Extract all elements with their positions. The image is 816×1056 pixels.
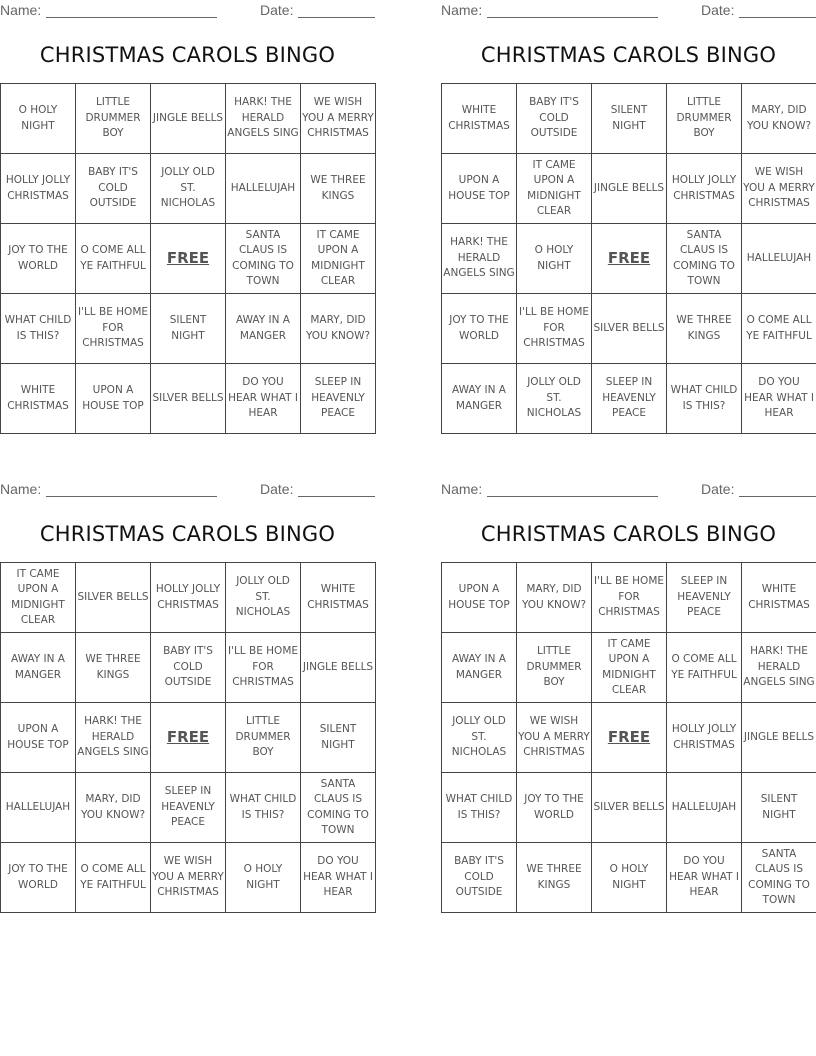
- bingo-cell[interactable]: WHITE CHRISTMAS: [1, 364, 76, 434]
- card-title: CHRISTMAS CAROLS BINGO: [480, 522, 777, 546]
- bingo-cell[interactable]: WHAT CHILD IS THIS?: [667, 364, 742, 434]
- bingo-cell[interactable]: I'LL BE HOME FOR CHRISTMAS: [76, 294, 151, 364]
- date-blank-line[interactable]: [739, 17, 816, 18]
- bingo-cell[interactable]: AWAY IN A MANGER: [442, 364, 517, 434]
- bingo-cell[interactable]: UPON A HOUSE TOP: [442, 154, 517, 224]
- bingo-grid: [0, 83, 376, 434]
- bingo-cell[interactable]: SILENT NIGHT: [742, 773, 816, 843]
- date-label: Date:: [260, 481, 294, 497]
- bingo-cell[interactable]: O COME ALL YE FAITHFUL: [742, 294, 816, 364]
- bingo-cell[interactable]: WE WISH YOU A MERRY CHRISTMAS: [301, 84, 376, 154]
- bingo-cell[interactable]: JOY TO THE WORLD: [1, 843, 76, 913]
- date-blank-line[interactable]: [298, 496, 375, 497]
- name-label: Name:: [441, 2, 483, 18]
- bingo-cell[interactable]: I'LL BE HOME FOR CHRISTMAS: [226, 633, 301, 703]
- bingo-row: [1, 154, 376, 224]
- bingo-cell[interactable]: WHAT CHILD IS THIS?: [226, 773, 301, 843]
- bingo-cell[interactable]: HARK! THE HERALD ANGELS SING: [742, 633, 816, 703]
- date-label: Date:: [701, 2, 735, 18]
- bingo-row: [1, 294, 376, 364]
- bingo-cell[interactable]: IT CAME UPON A MIDNIGHT CLEAR: [517, 154, 592, 224]
- bingo-cell[interactable]: SLEEP IN HEAVENLY PEACE: [151, 773, 226, 843]
- bingo-cell[interactable]: SANTA CLAUS IS COMING TO TOWN: [667, 224, 742, 294]
- free-space[interactable]: FREE: [151, 224, 226, 294]
- date-label: Date:: [701, 481, 735, 497]
- name-blank-line[interactable]: [487, 496, 658, 497]
- free-space[interactable]: FREE: [592, 703, 667, 773]
- bingo-cell[interactable]: WE THREE KINGS: [301, 154, 376, 224]
- name-blank-line[interactable]: [46, 496, 217, 497]
- bingo-cell[interactable]: HALLELUJAH: [742, 224, 816, 294]
- bingo-row: [1, 84, 376, 154]
- bingo-row: [1, 224, 376, 294]
- bingo-cell[interactable]: MARY, DID YOU KNOW?: [742, 84, 816, 154]
- bingo-cell[interactable]: HOLLY JOLLY CHRISTMAS: [667, 154, 742, 224]
- bingo-cell[interactable]: BABY IT'S COLD OUTSIDE: [76, 154, 151, 224]
- bingo-cell[interactable]: UPON A HOUSE TOP: [442, 563, 517, 633]
- bingo-cell[interactable]: MARY, DID YOU KNOW?: [76, 773, 151, 843]
- bingo-cell[interactable]: O HOLY NIGHT: [1, 84, 76, 154]
- bingo-cell[interactable]: MARY, DID YOU KNOW?: [517, 563, 592, 633]
- bingo-cell[interactable]: JINGLE BELLS: [742, 703, 816, 773]
- card-title: CHRISTMAS CAROLS BINGO: [39, 522, 336, 546]
- card-header: [0, 479, 375, 501]
- bingo-cell[interactable]: JOY TO THE WORLD: [1, 224, 76, 294]
- bingo-cell[interactable]: WE WISH YOU A MERRY CHRISTMAS: [517, 703, 592, 773]
- bingo-cell[interactable]: JINGLE BELLS: [592, 154, 667, 224]
- card-header: [0, 0, 375, 22]
- bingo-cell[interactable]: WE THREE KINGS: [517, 843, 592, 913]
- bingo-row: [442, 843, 816, 913]
- bingo-cell[interactable]: WE WISH YOU A MERRY CHRISTMAS: [151, 843, 226, 913]
- bingo-cell[interactable]: AWAY IN A MANGER: [1, 633, 76, 703]
- name-blank-line[interactable]: [487, 17, 658, 18]
- bingo-cell[interactable]: O HOLY NIGHT: [226, 843, 301, 913]
- bingo-cell[interactable]: LITTLE DRUMMER BOY: [76, 84, 151, 154]
- bingo-cell[interactable]: SILVER BELLS: [151, 364, 226, 434]
- date-label: Date:: [260, 2, 294, 18]
- bingo-cell[interactable]: WE THREE KINGS: [76, 633, 151, 703]
- bingo-cell[interactable]: O COME ALL YE FAITHFUL: [76, 224, 151, 294]
- bingo-cell[interactable]: JOLLY OLD ST. NICHOLAS: [442, 703, 517, 773]
- bingo-cell[interactable]: UPON A HOUSE TOP: [76, 364, 151, 434]
- bingo-cell[interactable]: HOLLY JOLLY CHRISTMAS: [667, 703, 742, 773]
- bingo-cell[interactable]: O COME ALL YE FAITHFUL: [667, 633, 742, 703]
- bingo-cell[interactable]: SLEEP IN HEAVENLY PEACE: [667, 563, 742, 633]
- bingo-cell[interactable]: WHAT CHILD IS THIS?: [1, 294, 76, 364]
- bingo-cell[interactable]: WE WISH YOU A MERRY CHRISTMAS: [742, 154, 816, 224]
- bingo-cell[interactable]: WHITE CHRISTMAS: [442, 84, 517, 154]
- bingo-cell[interactable]: HALLELUJAH: [667, 773, 742, 843]
- bingo-row: [442, 84, 816, 154]
- name-label: Name:: [0, 2, 42, 18]
- bingo-cell[interactable]: SANTA CLAUS IS COMING TO TOWN: [742, 843, 816, 913]
- bingo-cell[interactable]: HARK! THE HERALD ANGELS SING: [76, 703, 151, 773]
- bingo-cell[interactable]: I'LL BE HOME FOR CHRISTMAS: [517, 294, 592, 364]
- bingo-row: [442, 364, 816, 434]
- bingo-cell[interactable]: HARK! THE HERALD ANGELS SING: [442, 224, 517, 294]
- free-space[interactable]: FREE: [151, 703, 226, 773]
- bingo-row: [1, 703, 376, 773]
- bingo-cell[interactable]: SILVER BELLS: [592, 294, 667, 364]
- bingo-cell[interactable]: O HOLY NIGHT: [517, 224, 592, 294]
- name-label: Name:: [0, 481, 42, 497]
- bingo-cell[interactable]: JOY TO THE WORLD: [442, 294, 517, 364]
- bingo-cell[interactable]: LITTLE DRUMMER BOY: [517, 633, 592, 703]
- bingo-cell[interactable]: WHAT CHILD IS THIS?: [442, 773, 517, 843]
- date-blank-line[interactable]: [298, 17, 375, 18]
- bingo-cell[interactable]: SILENT NIGHT: [301, 703, 376, 773]
- bingo-cell[interactable]: JOLLY OLD ST. NICHOLAS: [151, 154, 226, 224]
- bingo-cell[interactable]: LITTLE DRUMMER BOY: [226, 703, 301, 773]
- card-header: [441, 0, 816, 22]
- bingo-row: [442, 563, 816, 633]
- bingo-cell[interactable]: JOLLY OLD ST. NICHOLAS: [226, 563, 301, 633]
- bingo-cell[interactable]: O COME ALL YE FAITHFUL: [76, 843, 151, 913]
- bingo-card: [441, 479, 816, 913]
- bingo-cell[interactable]: DO YOU HEAR WHAT I HEAR: [301, 843, 376, 913]
- bingo-row: [1, 563, 376, 633]
- bingo-cell[interactable]: WHITE CHRISTMAS: [301, 563, 376, 633]
- bingo-cell[interactable]: HOLLY JOLLY CHRISTMAS: [1, 154, 76, 224]
- bingo-cell[interactable]: WHITE CHRISTMAS: [742, 563, 816, 633]
- bingo-cell[interactable]: SILENT NIGHT: [592, 84, 667, 154]
- bingo-cell[interactable]: I'LL BE HOME FOR CHRISTMAS: [592, 563, 667, 633]
- bingo-cell[interactable]: AWAY IN A MANGER: [442, 633, 517, 703]
- bingo-cell[interactable]: MARY, DID YOU KNOW?: [301, 294, 376, 364]
- bingo-cell[interactable]: BABY IT'S COLD OUTSIDE: [517, 84, 592, 154]
- bingo-grid: [0, 562, 376, 913]
- bingo-cell[interactable]: JINGLE BELLS: [151, 84, 226, 154]
- bingo-card: [441, 0, 816, 434]
- bingo-cell[interactable]: HOLLY JOLLY CHRISTMAS: [151, 563, 226, 633]
- bingo-row: [442, 633, 816, 703]
- bingo-row: [1, 633, 376, 703]
- bingo-row: [1, 364, 376, 434]
- bingo-cell[interactable]: JOLLY OLD ST. NICHOLAS: [517, 364, 592, 434]
- bingo-card: [0, 0, 375, 434]
- bingo-cell[interactable]: WE THREE KINGS: [667, 294, 742, 364]
- card-header: [441, 479, 816, 501]
- bingo-cell[interactable]: DO YOU HEAR WHAT I HEAR: [742, 364, 816, 434]
- card-title: CHRISTMAS CAROLS BINGO: [39, 43, 336, 67]
- bingo-cell[interactable]: UPON A HOUSE TOP: [1, 703, 76, 773]
- bingo-cell[interactable]: HARK! THE HERALD ANGELS SING: [226, 84, 301, 154]
- bingo-cell[interactable]: IT CAME UPON A MIDNIGHT CLEAR: [301, 224, 376, 294]
- bingo-cell[interactable]: AWAY IN A MANGER: [226, 294, 301, 364]
- bingo-cell[interactable]: IT CAME UPON A MIDNIGHT CLEAR: [592, 633, 667, 703]
- bingo-cell[interactable]: SILENT NIGHT: [151, 294, 226, 364]
- bingo-cell[interactable]: SILVER BELLS: [76, 563, 151, 633]
- bingo-cell[interactable]: BABY IT'S COLD OUTSIDE: [442, 843, 517, 913]
- bingo-cell[interactable]: HALLELUJAH: [1, 773, 76, 843]
- bingo-cell[interactable]: SANTA CLAUS IS COMING TO TOWN: [301, 773, 376, 843]
- bingo-cell[interactable]: DO YOU HEAR WHAT I HEAR: [226, 364, 301, 434]
- bingo-cell[interactable]: IT CAME UPON A MIDNIGHT CLEAR: [1, 563, 76, 633]
- bingo-cell[interactable]: JINGLE BELLS: [301, 633, 376, 703]
- bingo-cell[interactable]: SANTA CLAUS IS COMING TO TOWN: [226, 224, 301, 294]
- bingo-cell[interactable]: O HOLY NIGHT: [592, 843, 667, 913]
- bingo-row: [1, 843, 376, 913]
- bingo-cell[interactable]: SILVER BELLS: [592, 773, 667, 843]
- bingo-cell[interactable]: LITTLE DRUMMER BOY: [667, 84, 742, 154]
- bingo-card: [0, 479, 375, 913]
- bingo-row: [442, 703, 816, 773]
- bingo-cell[interactable]: BABY IT'S COLD OUTSIDE: [151, 633, 226, 703]
- card-title: CHRISTMAS CAROLS BINGO: [480, 43, 777, 67]
- bingo-cell[interactable]: DO YOU HEAR WHAT I HEAR: [667, 843, 742, 913]
- bingo-row: [442, 224, 816, 294]
- date-blank-line[interactable]: [739, 496, 816, 497]
- bingo-row: [1, 773, 376, 843]
- bingo-cell[interactable]: HALLELUJAH: [226, 154, 301, 224]
- bingo-cell[interactable]: SLEEP IN HEAVENLY PEACE: [592, 364, 667, 434]
- free-space[interactable]: FREE: [592, 224, 667, 294]
- bingo-row: [442, 294, 816, 364]
- name-label: Name:: [441, 481, 483, 497]
- bingo-grid: [441, 562, 816, 913]
- bingo-cell[interactable]: JOY TO THE WORLD: [517, 773, 592, 843]
- bingo-row: [442, 773, 816, 843]
- bingo-grid: [441, 83, 816, 434]
- name-blank-line[interactable]: [46, 17, 217, 18]
- bingo-row: [442, 154, 816, 224]
- bingo-cell[interactable]: SLEEP IN HEAVENLY PEACE: [301, 364, 376, 434]
